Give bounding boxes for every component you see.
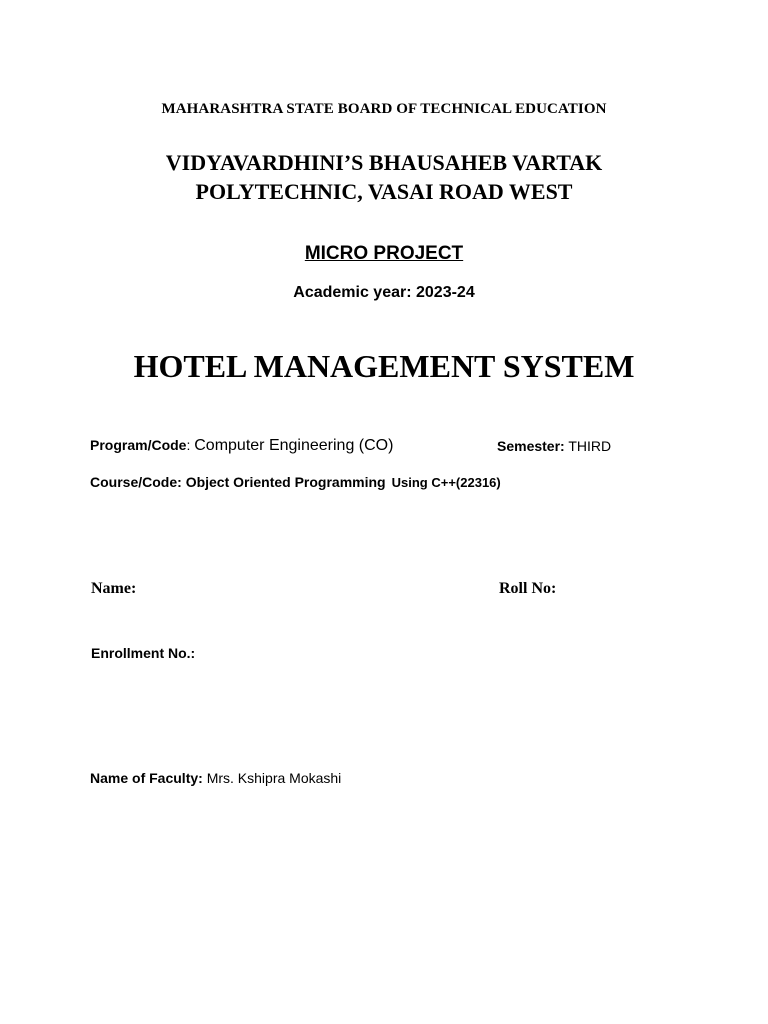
- enrollment-label: Enrollment No.:: [91, 645, 196, 661]
- project-type-heading: [0, 243, 768, 265]
- course-code-value: Object Oriented Programming: [185, 474, 386, 490]
- semester-row: [497, 438, 611, 454]
- college-name-line1: VIDYAVARDHINI’S BHAUSAHEB VARTAK: [165, 150, 603, 175]
- academic-year: [0, 284, 768, 302]
- semester-value: THIRD: [568, 438, 612, 454]
- program-code-label: Program/Code: [90, 437, 187, 453]
- program-code-value: Computer Engineering (CO): [194, 437, 394, 454]
- college-name: [0, 148, 768, 206]
- roll-no-label: Roll No:: [499, 580, 557, 597]
- course-code-extra: Using C++(22316): [391, 475, 501, 490]
- name-label: Name:: [91, 580, 137, 597]
- board-name: MAHARASHTRA STATE BOARD OF TECHNICAL EDUCATION: [161, 101, 607, 117]
- project-title: HOTEL MANAGEMENT SYSTEM: [133, 348, 635, 384]
- project-type: MICRO PROJECT: [304, 243, 464, 264]
- academic-year-value: 2023-24: [416, 284, 475, 301]
- academic-year-label: Academic year:: [293, 284, 416, 301]
- semester-label: Semester:: [497, 438, 565, 454]
- program-colon: :: [186, 437, 195, 453]
- course-colon: :: [177, 474, 186, 490]
- college-name-line2: POLYTECHNIC, VASAI ROAD WEST: [195, 179, 573, 204]
- faculty-value: Mrs. Kshipra Mokashi: [206, 770, 342, 786]
- course-code-row: [90, 474, 501, 490]
- course-code-label: Course/Code: [90, 474, 178, 490]
- program-code-row: [90, 437, 393, 455]
- faculty-label: Name of Faculty:: [90, 770, 203, 786]
- faculty-row: [90, 770, 341, 786]
